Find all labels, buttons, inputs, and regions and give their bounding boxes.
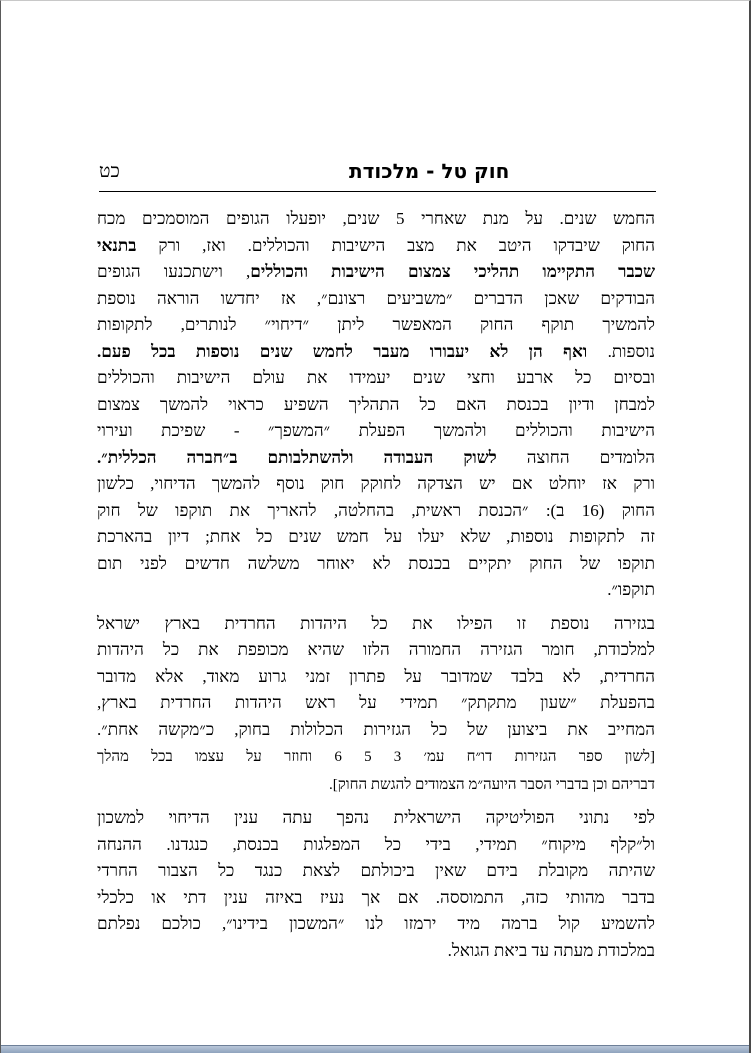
text-run: בהפעלת ״שעון מתקתק״ תמידי על ראש היהדות החרדית בארץ, [97, 693, 655, 712]
text-line [97, 471, 655, 498]
page-number: כט [99, 161, 120, 182]
viewer-bottom-bar [1, 1045, 749, 1053]
text-line [97, 498, 655, 525]
text-line [97, 233, 655, 260]
text-run: בדבר מהותי כזה, התמוססה. אם אך נעיז באיזה ענין דתי או כלכלי [97, 887, 655, 907]
text-run: תוקפו של החוק יתקיים בכנסת לא יאוחר משלשה חדשים לפני תום [97, 553, 655, 573]
text-run: להשמיע קול ברמה מיד ירמזו לנו ״המשכון בידינו״, כולכם נפלתם [97, 914, 655, 933]
text-line [97, 551, 655, 578]
text-line [97, 743, 655, 771]
text-run: במלכודת מעתה עד ביאת הגואל. [447, 940, 655, 960]
text-line [97, 938, 655, 965]
text-line [97, 911, 655, 938]
text-run: למבחן ודיון בכנסת האם כל התהליך השפיע כראוי להמשך צמצום [97, 394, 655, 414]
text-run: החוק שיבדקו היטב את מצב הישיבות והכוללים. ואז, ורק [136, 235, 655, 255]
source-note-run: דבריהם וכן בדברי הסבר היועה״מ הצמודים להגשת החוק]. [328, 776, 655, 793]
body-text [97, 206, 655, 971]
text-line [97, 392, 655, 419]
text-run: החרדית, לא בלבד שמדובר על פתרון זמני גרוע מאוד, אלא מדובר [97, 666, 655, 686]
page-header [99, 157, 656, 192]
text-run: לפי נתוני הפוליטיקה הישראלית נהפך עתה ענין הדיחוי למשכון [97, 808, 655, 827]
text-line [97, 445, 655, 472]
text-run: ול״קלף מיקוח״ תמידי, בידי כל המפלגות בכנסת, כנגדנו. ההנחה [97, 834, 655, 854]
text-run: למלכודת, חומר הגזירה החמורה הלזו שהיא מכופפת את כל היהדות [97, 640, 655, 659]
bold-text-run: בתנאי [97, 235, 137, 255]
text-run: זה לתקופות נוספות, שלא יעלו על חמש שנים כל אחת; דיון בהארכת [97, 527, 655, 546]
bold-text-run: ואף הן לא יעבורו מעבר לחמש שנים נוספות בכל פעם. [97, 341, 588, 361]
text-run: החמש שנים. על מנת שאחרי 5 שנים, יופעלו הגופים המוסמכים מכח [97, 209, 655, 228]
text-line [97, 805, 655, 832]
bold-text-run: שכבר התקיימו תהליכי צמצום הישיבות והכוללים [250, 262, 655, 281]
text-run: להמשיך תוקף החוק המאפשר ליתן ״דיחוי״ לנותרים, לתקופות [97, 315, 655, 334]
text-line [97, 524, 655, 551]
text-run: נוספות. [587, 341, 655, 361]
text-run: הישיבות והכוללים ולהמשך הפעלת ״המשפך״ - שפיכת ועירוי [97, 421, 655, 440]
paragraph [97, 805, 655, 964]
bold-text-run: לשוק העבודה ולהשתלבותם ב״חברה הכללית״. [97, 447, 497, 467]
text-line [97, 771, 655, 799]
text-run: בגזירה נוספת זו הפילו את כל היהדות החרדית בארץ ישראל [97, 613, 655, 633]
text-run: המחייב את ביצוען של כל הגזירות הכלולות בחוק, כ״מקשה אחת״. [97, 719, 655, 739]
text-line [97, 717, 655, 744]
text-line [97, 664, 655, 691]
text-line [97, 637, 655, 664]
text-line [97, 418, 655, 445]
text-line [97, 259, 655, 286]
text-line [97, 286, 655, 313]
running-title: חוק טל - מלכודת [349, 159, 510, 183]
text-line [97, 339, 655, 366]
text-run: הבודקים שאכן הדברים ״משביעים רצונם״, אז יחדשו הוראה נוספת [97, 288, 655, 308]
text-line [97, 858, 655, 885]
text-run: שהיתה מקובלת בידם שאין ביכולתם לצאת כנגד כל הצבור החרדי [97, 861, 655, 880]
text-line [97, 832, 655, 859]
text-line [97, 206, 655, 233]
text-run: תוקפו״. [607, 580, 655, 599]
paragraph [97, 206, 655, 604]
text-run: ורק אז יוחלט אם יש הצדקה לחוקק חוק נוסף להמשך הדיחוי, כלשון [97, 474, 655, 493]
text-line [97, 365, 655, 392]
text-run: ובסיום כל ארבע וחצי שנים יעמידו את עולם הישיבות והכוללים [97, 368, 655, 387]
source-note-run: [לשון ספר הגזירות דו״ח עמ׳ 3 5 6 וחוזר על עצמו בכל מהלך [97, 749, 656, 765]
text-run: החוק (16 ב): ״הכנסת ראשית, בהחלטה, להאריך את תוקפו של חוק [97, 500, 655, 520]
text-line [97, 690, 655, 717]
paragraph [97, 611, 655, 799]
text-line [97, 312, 655, 339]
text-line [97, 577, 655, 604]
text-run: הלומדים החוצה [496, 447, 655, 467]
text-run: , וישתכנעו הגופים [97, 262, 251, 281]
text-line [97, 611, 655, 638]
text-line [97, 885, 655, 912]
